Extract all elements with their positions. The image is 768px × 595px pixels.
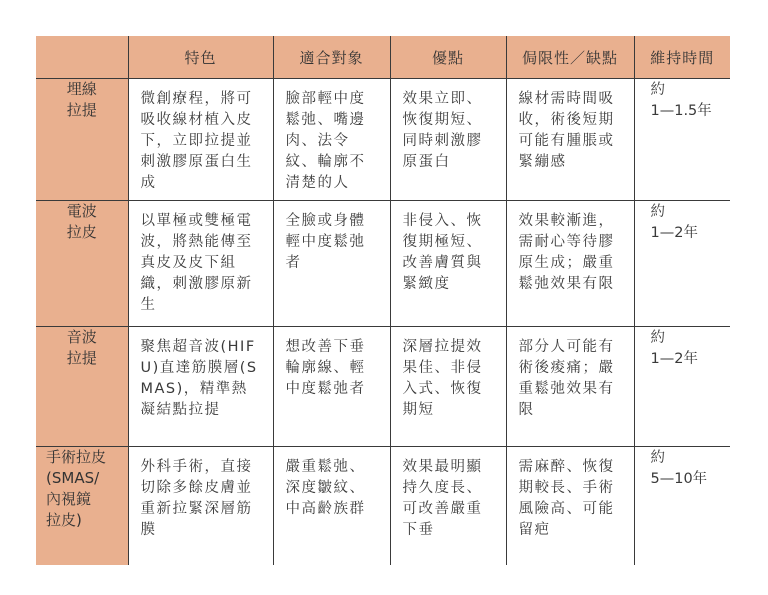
- header-suitable: 適合對象: [273, 36, 390, 79]
- cell-pros: 深層拉提效果佳、非侵入式、恢復期短: [390, 327, 506, 447]
- table-row: [36, 447, 730, 565]
- cell-features: 微創療程，將可吸收線材植入皮下，立即拉提並刺激膠原蛋白生成: [128, 79, 273, 201]
- cell-cons: 需麻醉、恢復期較長、手術風險高、可能留疤: [506, 447, 634, 565]
- cell-suitable: 臉部輕中度鬆弛、嘴邊肉、法令紋、輪廓不清楚的人: [273, 79, 390, 201]
- cell-pros: 非侵入、恢復期極短、改善膚質與緊緻度: [390, 201, 506, 327]
- header-duration: 維持時間: [634, 36, 730, 79]
- cell-suitable: 全臉或身體輕中度鬆弛者: [273, 201, 390, 327]
- row-label-rf-lift: 電波 拉皮: [36, 201, 128, 327]
- header-features: 特色: [128, 36, 273, 79]
- header-cons: 侷限性／缺點: [506, 36, 634, 79]
- header-row: [36, 36, 730, 79]
- cell-cons: 線材需時間吸收，術後短期可能有腫脹或緊繃感: [506, 79, 634, 201]
- row-label-surgical-facelift: 手術拉皮 (SMAS/ 內視鏡 拉皮): [36, 447, 128, 565]
- row-label-hifu-lift: 音波 拉提: [36, 327, 128, 447]
- header-corner: [36, 36, 128, 79]
- cell-suitable: 想改善下垂輪廓線、輕中度鬆弛者: [273, 327, 390, 447]
- cell-features: 外科手術，直接切除多餘皮膚並重新拉緊深層筋膜: [128, 447, 273, 565]
- cell-pros: 效果立即、恢復期短、同時刺激膠原蛋白: [390, 79, 506, 201]
- cell-cons: 效果較漸進，需耐心等待膠原生成；嚴重鬆弛效果有限: [506, 201, 634, 327]
- table-row: [36, 201, 730, 327]
- cell-duration: 約 1—2年: [634, 327, 730, 447]
- cell-duration: 約 1—2年: [634, 201, 730, 327]
- cell-pros: 效果最明顯持久度長、可改善嚴重下垂: [390, 447, 506, 565]
- cell-suitable: 嚴重鬆弛、深度皺紋、中高齡族群: [273, 447, 390, 565]
- cell-features: 以單極或雙極電波，將熱能傳至真皮及皮下組織，刺激膠原新生: [128, 201, 273, 327]
- cell-features: 聚焦超音波(HIFU)直達筋膜層(SMAS)，精準熱凝結點拉提: [128, 327, 273, 447]
- header-pros: 優點: [390, 36, 506, 79]
- comparison-table: [36, 36, 730, 565]
- cell-duration: 約 5—10年: [650, 450, 708, 487]
- cell-cons: 部分人可能有術後痠痛；嚴重鬆弛效果有限: [506, 327, 634, 447]
- table-row: [36, 79, 730, 201]
- cell-duration: 約 1—1.5年: [634, 79, 730, 201]
- table-row: [36, 327, 730, 447]
- row-label-thread-lift: 埋線 拉提: [36, 79, 128, 201]
